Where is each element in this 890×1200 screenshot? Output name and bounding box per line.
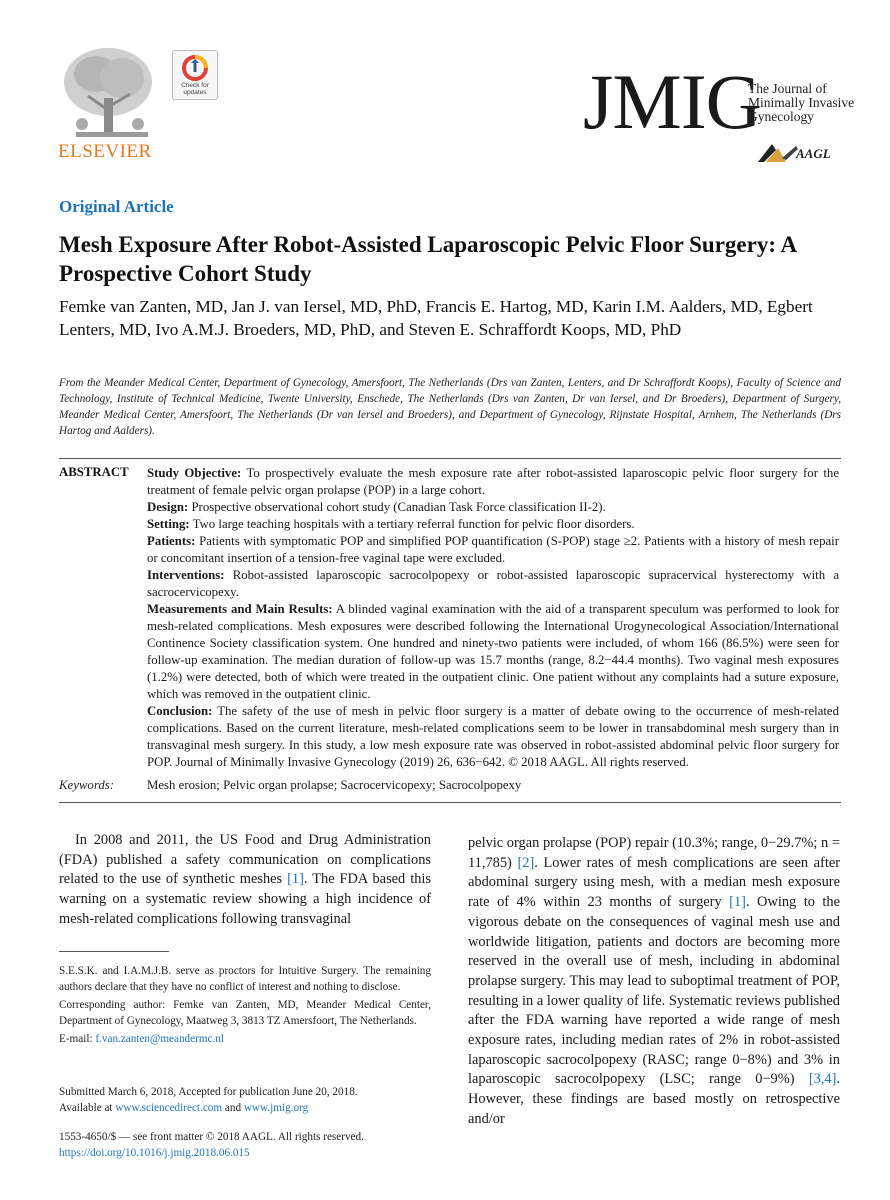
body-text: . Owing to the vigorous debate on the consequences of vaginal mesh use and worldwide litigation, patients and doctors are becoming more reserved in the overall use of mesh, including in abdominal prolapse surgery. This may lead to suboptimal treatment of POP, resulting in a lower quality of life. Systematic reviews published after the FDA warning have reported a wide range of mesh exposure rates, including median rates of 2% in robot-assisted laparoscopic sacrocolpopexy (RASC; range 0−8%) and 3% in laparoscopic sacrocolpopexy (LSC; range 0−9%) [468, 894, 840, 1088]
citation-link[interactable]: [1] [287, 871, 304, 888]
abstract-section-conclusion [147, 703, 839, 771]
abstract-text: Two large teaching hospitals with a tertiary referral function for pelvic floor disorders. [192, 517, 635, 531]
body-text: In 2008 and 2011, the US Food and Drug Administration (FDA) published a safety communication on complications related to the use of synthetic meshes [59, 832, 431, 888]
footnote-rule [59, 951, 169, 952]
abstract-section-objective [147, 465, 839, 499]
email-line [59, 1031, 431, 1047]
abstract-text: A blinded vaginal examination with the aid of a transparent speculum was performed to look for mesh-related complications. Mesh exposures were described following the International Urogynecological Association/International Continence Society classification system. One hundred and ninety-two patients were included, of whom 166 (86.5%) were seen for follow-up examination. The median duration of follow-up was 15.7 months (range, 8.2−44.4 months). Two vaginal mesh exposures (1.2%) were detected, both of which were treated in the outpatient clinic. One patient without any complaints had a suture exposure, which was removed in the outpatient clinic. [147, 602, 839, 701]
doi-link[interactable]: https://doi.org/10.1016/j.jmig.2018.06.015 [59, 1147, 250, 1159]
body-text: pelvic organ prolapse (POP) repair (10.3%; range, 0−29.7%; n = 11,785) [468, 835, 840, 871]
abstract-section-design [147, 499, 839, 516]
abstract-text: The safety of the use of mesh in pelvic floor surgery is a matter of debate owing to the occurrence of mesh-related complications. Based on the current literature, mesh-related complications seem to be lower in transabdominal mesh surgery than in transvaginal mesh surgery. In this study, a low mesh exposure rate was observed in robot-assisted abdominal pelvic floor surgery for POP. Journal of Minimally Invasive Gynecology (2019) 26, 636−642. © 2018 AAGL. All rights reserved. [147, 704, 840, 769]
journal-full-name: The Journal of Minimally Invasive Gynecology [748, 81, 855, 124]
footnotes [59, 963, 431, 1049]
sciencedirect-link[interactable]: www.sciencedirect.com [115, 1102, 223, 1114]
author-affiliations: From the Meander Medical Center, Department of Gynecology, Amersfoort, The Netherlands (Drs van Zanten, Lenters, and Dr Schraffordt Koops), Faculty of Science and Technology, Institute of Technical Medicine, Twente University, Enschede, The Netherlands (Drs van Zanten, Dr van Iersel, and Dr Broeders), Department of Surgery, Meander Medical Center, Amersfoort, The Netherlands (Dr van Iersel and Broeders), and Department of Gynecology, Rijnstate Hospital, Arnhem, The Netherlands (Drs Hartog and Aalders). [59, 377, 841, 437]
body-text: . However, these findings are based mostly on retrospective and/or [468, 1071, 840, 1127]
abstract-section-interventions [147, 567, 839, 601]
availability-prefix: Available at [59, 1102, 116, 1114]
check-updates-label: Check for updates [181, 82, 209, 96]
body-text: . Lower rates of mesh complications are seen after abdominal surgery using mesh, with a median mesh exposure rate of 4% within 23 months of surgery [468, 854, 840, 911]
email-label: E-mail: [59, 1033, 96, 1045]
check-updates-icon [182, 55, 208, 81]
citation-link[interactable]: [2] [517, 854, 535, 871]
check-for-updates-badge[interactable] [172, 50, 218, 100]
issn-block [59, 1129, 431, 1161]
body-left-column [59, 831, 431, 930]
jmig-site-link[interactable]: www.jmig.org [243, 1102, 309, 1114]
submission-dates: Submitted March 6, 2018, Accepted for publication June 20, 2018. [59, 1086, 358, 1098]
aagl-logo-text: AAGL [796, 146, 831, 161]
abstract-text: Prospective observational cohort study (Canadian Task Force classification II-2). [191, 500, 606, 514]
publisher-name: ELSEVIER [58, 141, 152, 162]
submission-info [59, 1084, 431, 1116]
abstract-body [147, 465, 839, 771]
abstract-label: Conclusion: [147, 704, 213, 718]
abstract-text: To prospectively evaluate the mesh exposure rate after robot-assisted laparoscopic pelvic floor surgery for the treatment of female pelvic organ prolapse (POP) in a large cohort. [147, 466, 839, 497]
disclosure-note: S.E.S.K. and I.A.M.J.B. serve as proctors for Intuitive Surgery. The remaining authors declare that they have no conflict of interest and nothing to disclose. [59, 965, 431, 993]
article-title: Mesh Exposure After Robot-Assisted Laparoscopic Pelvic Floor Surgery: A Prospective Cohort Study [59, 232, 796, 286]
abstract-label: Setting: [147, 517, 190, 531]
body-text: . The FDA based this warning on a systematic review showing a high incidence of mesh-related complications following transvaginal [59, 871, 432, 927]
abstract-label: Study Objective: [147, 466, 242, 480]
email-link[interactable]: f.van.zanten@meandermc.nl [95, 1033, 225, 1045]
abstract-label: Patients: [147, 534, 196, 548]
abstract-heading: ABSTRACT [59, 465, 129, 479]
availability-line [59, 1100, 431, 1116]
abstract-bottom-rule [59, 802, 841, 803]
citation-link[interactable]: [1] [729, 894, 746, 911]
abstract-text: Patients with symptomatic POP and simplified POP quantification (S-POP) stage ≥2. Patients with a history of mesh repair or concomitant insertion of a tension-free vaginal tape were excluded. [147, 534, 839, 565]
citation-link[interactable]: [3,4] [808, 1071, 837, 1088]
keywords-list: Mesh erosion; Pelvic organ prolapse; Sacrocervicopexy; Sacrocolpopexy [147, 778, 522, 792]
body-right-column [468, 834, 840, 1130]
aagl-logo [752, 136, 832, 168]
availability-and: and [222, 1102, 244, 1114]
abstract-label: Design: [147, 500, 189, 514]
abstract-section-patients [147, 533, 839, 567]
abstract-section-setting [147, 516, 839, 533]
article-type: Original Article [59, 197, 174, 216]
author-list: Femke van Zanten, MD, Jan J. van Iersel, MD, PhD, Francis E. Hartog, MD, Karin I.M. Aalders, MD, Egbert Lenters, MD, Ivo A.M.J. Broeders, MD, PhD, and Steven E. Schraffordt Koops, MD, PhD [59, 297, 813, 339]
abstract-section-results [147, 601, 839, 703]
keywords-label: Keywords: [59, 778, 114, 792]
issn-line: 1553-4650/$ — see front matter © 2018 AAGL. All rights reserved. [59, 1131, 364, 1143]
journal-abbreviation: JMIG [583, 58, 762, 145]
corresponding-author-note: Corresponding author: Femke van Zanten, MD, Meander Medical Center, Department of Gynecology, Maatweg 3, 3813 TZ Amersfoort, The Netherlands. [59, 999, 431, 1027]
abstract-label: Interventions: [147, 568, 225, 582]
abstract-label: Measurements and Main Results: [147, 602, 333, 616]
abstract-text: Robot-assisted laparoscopic sacrocolpopexy or robot-assisted laparoscopic supracervical hysterectomy with a sacrocervicopexy. [147, 568, 839, 599]
abstract-top-rule [59, 458, 841, 459]
